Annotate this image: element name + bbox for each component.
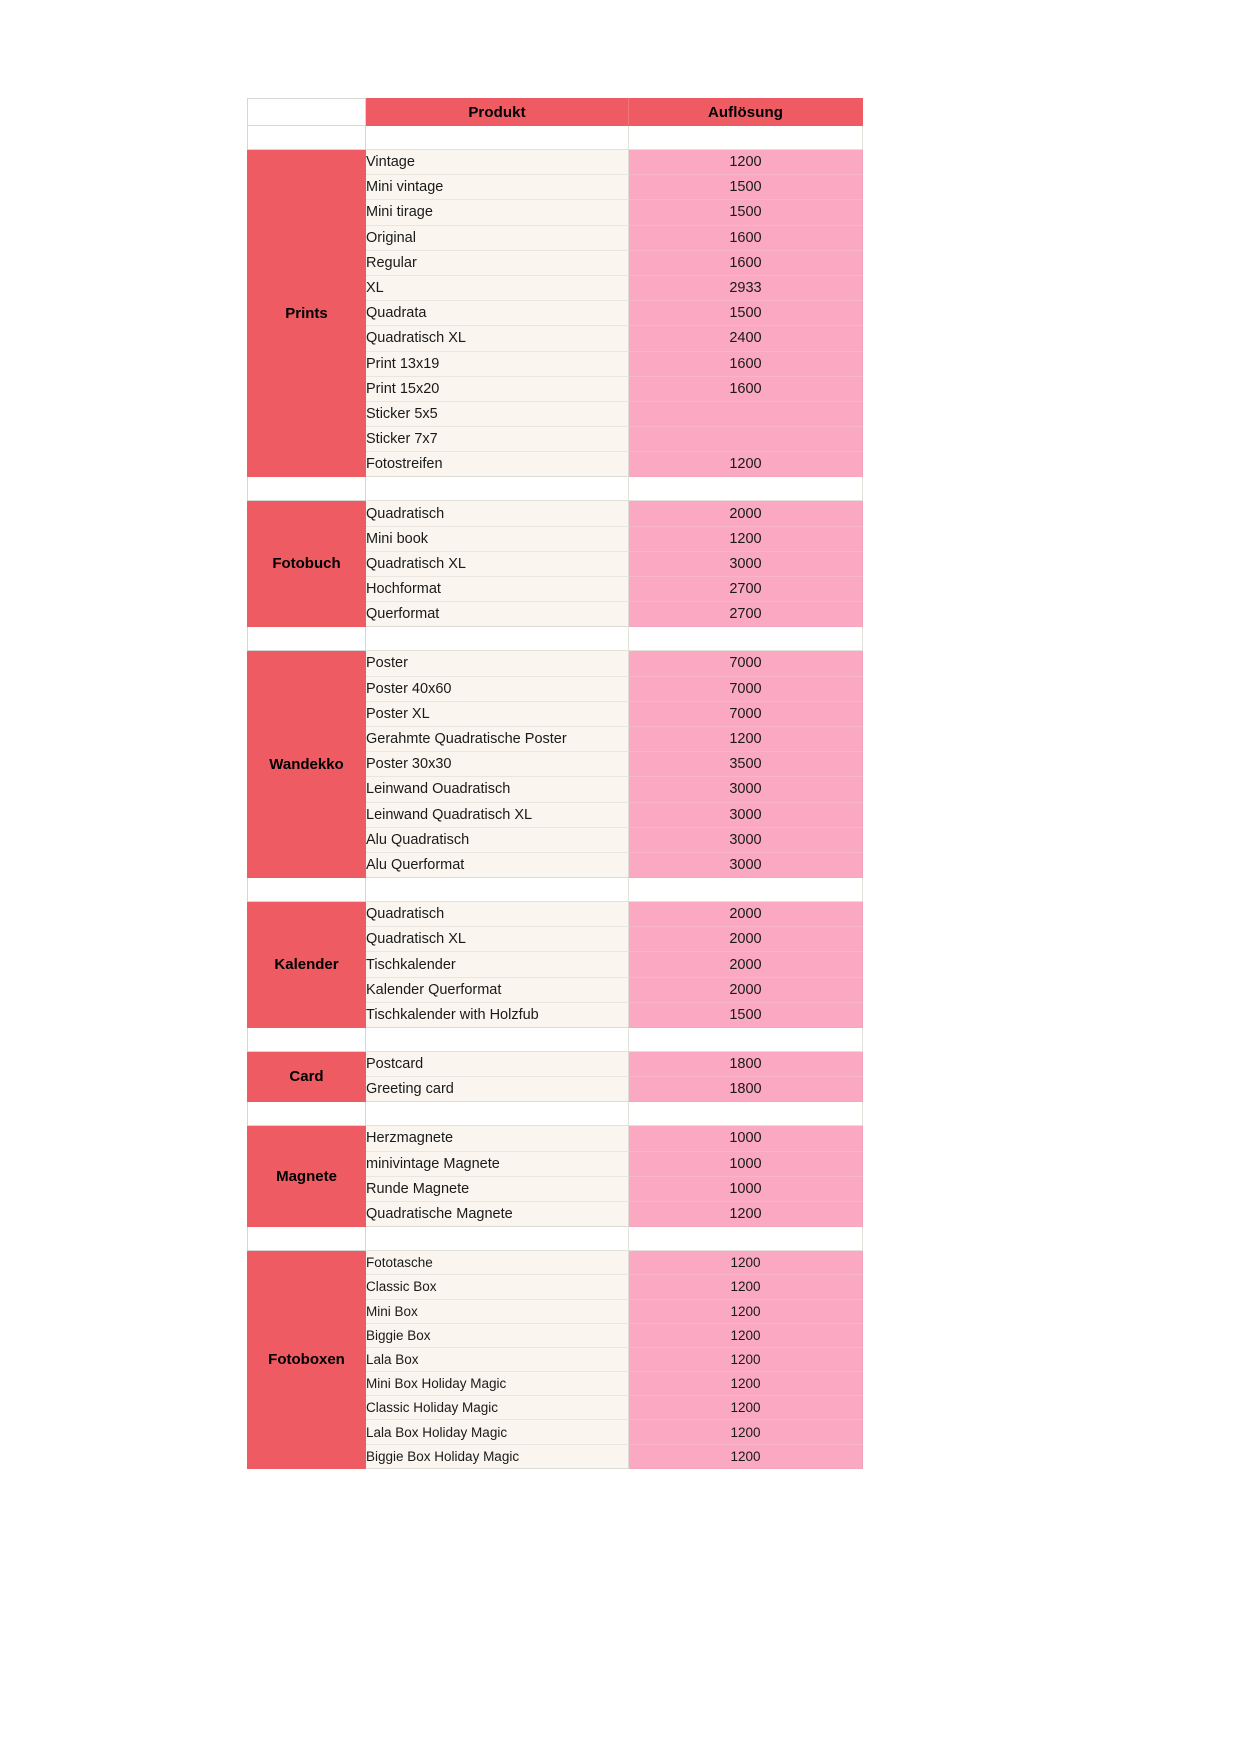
table-spacer-row <box>248 126 863 150</box>
resolution-value-cell: 7000 <box>629 676 863 701</box>
resolution-value-cell: 1200 <box>629 1323 863 1347</box>
category-label-kalender: Kalender <box>248 902 366 1028</box>
resolution-value-cell: 2000 <box>629 952 863 977</box>
resolution-value-cell: 2000 <box>629 501 863 526</box>
resolution-value-cell: 2000 <box>629 902 863 927</box>
product-name-cell: Leinwand Ouadratisch <box>366 777 629 802</box>
spacer-cell-category <box>248 1028 366 1052</box>
product-name-cell: Hochformat <box>366 577 629 602</box>
resolution-value-cell: 1200 <box>629 1396 863 1420</box>
resolution-value-cell: 1200 <box>629 1372 863 1396</box>
product-name-cell: Poster XL <box>366 701 629 726</box>
resolution-value-cell: 1200 <box>629 1347 863 1371</box>
spacer-cell-resolution <box>629 1028 863 1052</box>
category-label-fotoboxen: Fotoboxen <box>248 1251 366 1469</box>
category-label-prints: Prints <box>248 150 366 477</box>
product-name-cell: Classic Box <box>366 1275 629 1299</box>
resolution-value-cell: 2700 <box>629 602 863 627</box>
product-name-cell: Quadratisch XL <box>366 927 629 952</box>
resolution-value-cell: 1200 <box>629 452 863 477</box>
table-header-row <box>248 99 863 126</box>
product-name-cell: Runde Magnete <box>366 1176 629 1201</box>
resolution-value-cell: 1200 <box>629 726 863 751</box>
spacer-cell-resolution <box>629 878 863 902</box>
category-label-wandekko: Wandekko <box>248 651 366 878</box>
product-name-cell: Quadratisch XL <box>366 551 629 576</box>
resolution-value-cell: 7000 <box>629 651 863 676</box>
resolution-value-cell: 7000 <box>629 701 863 726</box>
resolution-value-cell: 1200 <box>629 150 863 175</box>
product-name-cell: minivintage Magnete <box>366 1151 629 1176</box>
product-name-cell: Fotostreifen <box>366 452 629 477</box>
product-name-cell: Mini vintage <box>366 175 629 200</box>
category-label-card: Card <box>248 1052 366 1102</box>
product-name-cell: Leinwand Quadratisch XL <box>366 802 629 827</box>
product-name-cell: Lala Box Holiday Magic <box>366 1420 629 1444</box>
product-name-cell: Mini tirage <box>366 200 629 225</box>
spacer-cell-product <box>366 1102 629 1126</box>
product-name-cell: XL <box>366 275 629 300</box>
resolution-value-cell: 1200 <box>629 1251 863 1275</box>
product-name-cell: Sticker 5x5 <box>366 401 629 426</box>
product-name-cell: Lala Box <box>366 1347 629 1371</box>
spacer-cell-product <box>366 126 629 150</box>
resolution-value-cell: 3000 <box>629 551 863 576</box>
spacer-cell-product <box>366 627 629 651</box>
product-name-cell: Classic Holiday Magic <box>366 1396 629 1420</box>
product-name-cell: Vintage <box>366 150 629 175</box>
resolution-value-cell: 3500 <box>629 752 863 777</box>
table-spacer-row <box>248 627 863 651</box>
resolution-value-cell: 3000 <box>629 777 863 802</box>
resolution-value-cell: 1500 <box>629 175 863 200</box>
resolution-value-cell: 1200 <box>629 526 863 551</box>
header-cell-resolution: Auflösung <box>629 99 863 126</box>
resolution-value-cell: 1800 <box>629 1052 863 1077</box>
resolution-value-cell: 3000 <box>629 852 863 877</box>
product-name-cell: Kalender Querformat <box>366 977 629 1002</box>
resolution-value-cell <box>629 401 863 426</box>
resolution-value-cell: 1800 <box>629 1077 863 1102</box>
resolution-value-cell: 1600 <box>629 250 863 275</box>
spacer-cell-resolution <box>629 627 863 651</box>
resolution-value-cell: 2933 <box>629 275 863 300</box>
resolution-value-cell: 1500 <box>629 1002 863 1027</box>
category-label-fotobuch: Fotobuch <box>248 501 366 627</box>
spacer-cell-product <box>366 1028 629 1052</box>
product-name-cell: Tischkalender with Holzfub <box>366 1002 629 1027</box>
header-cell-category <box>248 99 366 126</box>
product-name-cell: Alu Querformat <box>366 852 629 877</box>
spacer-cell-category <box>248 477 366 501</box>
resolution-value-cell: 1000 <box>629 1176 863 1201</box>
product-name-cell: Quadratisch <box>366 902 629 927</box>
product-name-cell: Quadratische Magnete <box>366 1201 629 1226</box>
spacer-cell-category <box>248 878 366 902</box>
product-name-cell: Original <box>366 225 629 250</box>
spacer-cell-category <box>248 1102 366 1126</box>
spacer-cell-product <box>366 477 629 501</box>
product-name-cell: Greeting card <box>366 1077 629 1102</box>
resolution-value-cell: 3000 <box>629 827 863 852</box>
product-name-cell: Sticker 7x7 <box>366 427 629 452</box>
product-resolution-table <box>247 98 863 1469</box>
table-row <box>248 651 863 676</box>
table-spacer-row <box>248 1028 863 1052</box>
product-name-cell: Alu Quadratisch <box>366 827 629 852</box>
product-name-cell: Mini book <box>366 526 629 551</box>
product-name-cell: Querformat <box>366 602 629 627</box>
spacer-cell-resolution <box>629 477 863 501</box>
header-cell-product: Produkt <box>366 99 629 126</box>
spacer-cell-resolution <box>629 1102 863 1126</box>
product-name-cell: Fototasche <box>366 1251 629 1275</box>
resolution-value-cell: 1000 <box>629 1126 863 1151</box>
resolution-value-cell: 1600 <box>629 351 863 376</box>
resolution-value-cell: 1000 <box>629 1151 863 1176</box>
resolution-value-cell: 1200 <box>629 1201 863 1226</box>
resolution-value-cell <box>629 427 863 452</box>
product-name-cell: Postcard <box>366 1052 629 1077</box>
table-row <box>248 150 863 175</box>
product-name-cell: Gerahmte Quadratische Poster <box>366 726 629 751</box>
resolution-value-cell: 2000 <box>629 927 863 952</box>
product-name-cell: Mini Box Holiday Magic <box>366 1372 629 1396</box>
resolution-value-cell: 1200 <box>629 1299 863 1323</box>
resolution-value-cell: 1600 <box>629 225 863 250</box>
product-name-cell: Print 15x20 <box>366 376 629 401</box>
product-name-cell: Print 13x19 <box>366 351 629 376</box>
table-row <box>248 501 863 526</box>
product-name-cell: Tischkalender <box>366 952 629 977</box>
resolution-value-cell: 3000 <box>629 802 863 827</box>
spacer-cell-product <box>366 1227 629 1251</box>
product-name-cell: Quadratisch <box>366 501 629 526</box>
resolution-value-cell: 1500 <box>629 301 863 326</box>
resolution-value-cell: 2400 <box>629 326 863 351</box>
table-spacer-row <box>248 1227 863 1251</box>
product-name-cell: Poster <box>366 651 629 676</box>
resolution-value-cell: 1200 <box>629 1444 863 1468</box>
product-resolution-table-container <box>247 98 862 1469</box>
table-spacer-row <box>248 477 863 501</box>
product-name-cell: Quadrata <box>366 301 629 326</box>
product-name-cell: Biggie Box <box>366 1323 629 1347</box>
spacer-cell-resolution <box>629 126 863 150</box>
resolution-value-cell: 1200 <box>629 1275 863 1299</box>
spacer-cell-category <box>248 1227 366 1251</box>
product-name-cell: Biggie Box Holiday Magic <box>366 1444 629 1468</box>
spacer-cell-product <box>366 878 629 902</box>
category-label-magnete: Magnete <box>248 1126 366 1227</box>
table-row <box>248 1126 863 1151</box>
product-name-cell: Regular <box>366 250 629 275</box>
resolution-value-cell: 1500 <box>629 200 863 225</box>
table-row <box>248 902 863 927</box>
table-row <box>248 1251 863 1275</box>
spacer-cell-category <box>248 627 366 651</box>
product-name-cell: Poster 40x60 <box>366 676 629 701</box>
product-name-cell: Poster 30x30 <box>366 752 629 777</box>
product-name-cell: Mini Box <box>366 1299 629 1323</box>
resolution-value-cell: 2700 <box>629 577 863 602</box>
table-spacer-row <box>248 878 863 902</box>
spacer-cell-resolution <box>629 1227 863 1251</box>
table-row <box>248 1052 863 1077</box>
table-body <box>248 99 863 1469</box>
spacer-cell-category <box>248 126 366 150</box>
resolution-value-cell: 1600 <box>629 376 863 401</box>
product-name-cell: Quadratisch XL <box>366 326 629 351</box>
product-name-cell: Herzmagnete <box>366 1126 629 1151</box>
resolution-value-cell: 2000 <box>629 977 863 1002</box>
resolution-value-cell: 1200 <box>629 1420 863 1444</box>
table-spacer-row <box>248 1102 863 1126</box>
